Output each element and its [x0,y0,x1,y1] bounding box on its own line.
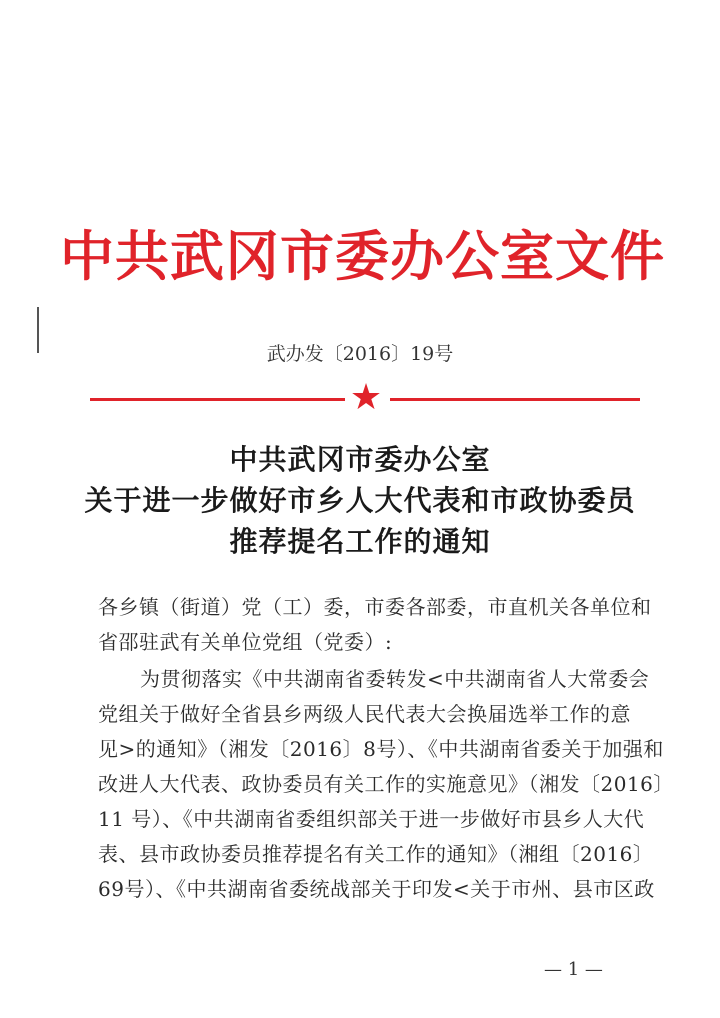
subject-line: 关于进一步做好市乡人大代表和市政协委员 [84,484,636,517]
salutation-line: 各乡镇（街道）党（工）委，市委各部委，市直机关各单位和 [98,595,652,619]
document-subject [60,439,660,562]
paragraph-line: 11 号）、《中共湖南省委组织部关于进一步做好市县乡人大代 [98,807,645,831]
page-number: — 1 — [544,959,603,980]
document-header-title: 中共武冈市委办公室文件 [60,225,665,288]
paragraph-line: 为贯彻落实《中共湖南省委转发<中共湖南省人大常委会 [140,667,650,691]
paragraph-line: 党组关于做好全省县乡两级人民代表大会换届选举工作的意 [98,702,631,726]
subject-line: 推荐提名工作的通知 [229,525,491,558]
red-rule-left [90,398,345,401]
red-star-icon: ★ [349,377,383,418]
body-paragraph [98,662,674,907]
subject-line: 中共武冈市委办公室 [229,443,491,476]
salutation-line: 省邵驻武有关单位党组（党委）: [98,630,393,654]
paragraph-line: 69号）、《中共湖南省委统战部关于印发<关于市州、县市区政 [98,877,655,901]
paragraph-line: 见>的通知》（湘发〔2016〕8号）、《中共湖南省委关于加强和 [98,737,664,761]
paragraph-line: 改进人大代表、政协委员有关工作的实施意见》（湘发〔2016〕 [98,772,674,796]
red-rule-right [390,398,640,401]
salutation [98,590,652,660]
paragraph-line: 表、县市政协委员推荐提名有关工作的通知》（湘组〔2016〕 [98,842,654,866]
document-number: 武办发〔2016〕19号 [266,343,454,365]
